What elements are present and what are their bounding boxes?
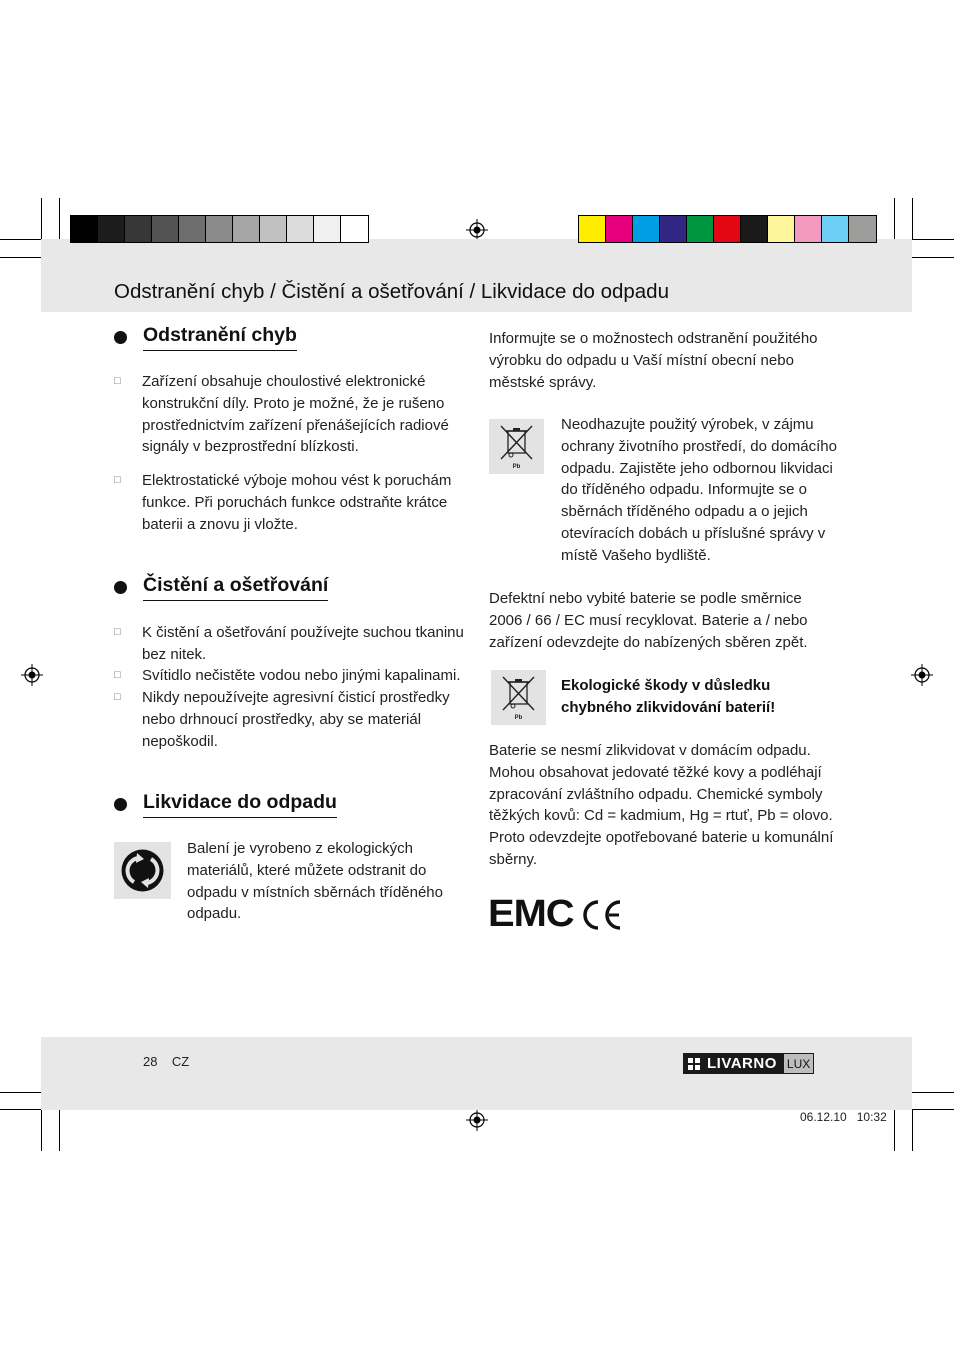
crop-mark bbox=[41, 198, 42, 240]
registration-mark-icon bbox=[21, 664, 43, 686]
gray-swatch bbox=[260, 216, 287, 242]
color-swatch bbox=[822, 216, 849, 242]
crop-mark bbox=[0, 239, 42, 240]
paragraph: Neodhazujte použitý výrobek, v zájmu ochrany životního prostředí, do domácího odpadu. Zajistěte jeho odbornou likvidaci do tříděného odpadu. Informujte se o sběrnách tříděného odpadu a o jejich otevíracích dobách u příslušné správy v místě Vašeho bydliště. bbox=[561, 416, 837, 564]
crop-mark bbox=[912, 1109, 913, 1151]
page-number-value: 28 bbox=[143, 1054, 158, 1069]
weee-bin-box bbox=[489, 419, 544, 474]
registration-mark-icon bbox=[466, 1109, 488, 1131]
crop-mark bbox=[912, 239, 954, 240]
brand-logo bbox=[683, 1053, 814, 1074]
registration-mark-icon bbox=[911, 664, 933, 686]
emc-ce-marks bbox=[488, 893, 625, 936]
color-swatch bbox=[633, 216, 660, 242]
grayscale-bar bbox=[70, 215, 369, 243]
registration-mark-icon bbox=[466, 219, 488, 241]
crop-mark bbox=[912, 257, 954, 258]
crop-mark bbox=[59, 198, 60, 240]
bullet-dot bbox=[114, 331, 127, 344]
gray-swatch bbox=[71, 216, 98, 242]
list-item: Zařízení obsahuje choulostivé elektronické konstrukční díly. Proto je možné, že je rušeno prostřednictvím zařízení přenášejících radiové signály v bezprostřední blízkosti. bbox=[142, 373, 449, 456]
warning-text: Ekologické škody v důsledku chybného zlikvidování baterií! bbox=[561, 677, 776, 716]
checkbox-bullet: □ bbox=[114, 375, 121, 387]
gray-swatch bbox=[152, 216, 179, 242]
color-swatch bbox=[687, 216, 714, 242]
pb-label: Pb bbox=[512, 464, 521, 470]
brand-name bbox=[683, 1053, 783, 1074]
brand-suffix: LUX bbox=[783, 1053, 814, 1074]
list-item: Nikdy nepoužívejte agresivní čisticí prostředky nebo drhnoucí prostředky, aby se materiál nepoškodil. bbox=[142, 689, 450, 750]
paragraph: Balení je vyrobeno z ekologických materiálů, které můžete odstranit do odpadu v místních sběrnách tříděného odpadu. bbox=[187, 840, 443, 923]
emc-mark: EMC bbox=[488, 893, 574, 935]
gray-swatch bbox=[233, 216, 260, 242]
bullet-dot bbox=[114, 798, 127, 811]
list-item: K čistění a ošetřování používejte suchou tkaninu bez nitek. bbox=[142, 624, 464, 663]
print-timestamp bbox=[800, 1110, 887, 1124]
weee-bin-icon bbox=[489, 419, 544, 474]
crop-mark bbox=[0, 1109, 42, 1110]
crop-mark bbox=[0, 1092, 42, 1093]
crop-mark bbox=[41, 1109, 42, 1151]
color-swatch bbox=[714, 216, 741, 242]
section-title: Odstranění chyb bbox=[143, 324, 297, 351]
crop-mark bbox=[894, 198, 895, 240]
paragraph: Baterie se nesmí zlikvidovat v domácím odpadu. Mohou obsahovat jedovaté těžké kovy a podléhají zpracování zvláštního odpadu. Chemické symboly těžkých kovů: Cd = kadmium, Hg = rtuť, Pb = olovo. Proto odevzdejte opotřebované baterie u komunální sběrny. bbox=[489, 742, 834, 868]
color-swatch bbox=[795, 216, 822, 242]
section-title: Likvidace do odpadu bbox=[143, 791, 337, 818]
print-time: 10:32 bbox=[856, 1110, 887, 1124]
bullet-dot bbox=[114, 581, 127, 594]
pb-label: Pb bbox=[514, 715, 523, 721]
print-date: 06.12.10 bbox=[800, 1110, 847, 1124]
weee-bin-icon bbox=[491, 670, 546, 725]
gray-swatch bbox=[206, 216, 233, 242]
checkbox-bullet: □ bbox=[114, 474, 121, 486]
gray-swatch bbox=[341, 216, 368, 242]
paragraph: Defektní nebo vybité baterie se podle směrnice 2006 / 66 / EC musí recyklovat. Baterie a / nebo zařízení odevzdejte do nabízených sběren zpět. bbox=[489, 590, 808, 651]
color-swatch bbox=[579, 216, 606, 242]
crop-mark bbox=[59, 1109, 60, 1151]
page-number bbox=[143, 1054, 189, 1069]
crop-mark bbox=[894, 1109, 895, 1151]
list-item: Svítidlo nečistěte vodou nebo jinými kapalinami. bbox=[142, 667, 461, 684]
green-dot-box bbox=[114, 842, 171, 899]
section-title: Čistění a ošetřování bbox=[143, 574, 328, 601]
paragraph: Informujte se o možnostech odstranění použitého výrobku do odpadu u Vaší místní obecní nebo městské správy. bbox=[489, 330, 818, 391]
ce-mark-icon bbox=[579, 898, 625, 932]
gray-swatch bbox=[125, 216, 152, 242]
brand-mark-icon bbox=[688, 1058, 700, 1070]
checkbox-bullet: □ bbox=[114, 691, 121, 703]
weee-bin-box bbox=[491, 670, 546, 725]
crop-mark bbox=[912, 1092, 954, 1093]
checkbox-bullet: □ bbox=[114, 626, 121, 638]
gray-swatch bbox=[314, 216, 341, 242]
color-swatch bbox=[768, 216, 795, 242]
crop-mark bbox=[912, 198, 913, 240]
crop-mark bbox=[912, 1109, 954, 1110]
brand-text: LIVARNO bbox=[707, 1055, 777, 1072]
gray-swatch bbox=[287, 216, 314, 242]
color-swatch bbox=[606, 216, 633, 242]
color-swatch bbox=[741, 216, 768, 242]
section-heading-troubleshooting bbox=[114, 324, 297, 351]
green-dot-icon bbox=[114, 842, 171, 899]
page-title: Odstranění chyb / Čistění a ošetřování / Likvidace do odpadu bbox=[114, 280, 669, 303]
gray-swatch bbox=[179, 216, 206, 242]
color-swatch bbox=[849, 216, 876, 242]
color-bar bbox=[578, 215, 877, 243]
language-code: CZ bbox=[171, 1054, 190, 1069]
crop-mark bbox=[0, 257, 42, 258]
gray-swatch bbox=[98, 216, 125, 242]
section-heading-disposal bbox=[114, 791, 337, 818]
color-swatch bbox=[660, 216, 687, 242]
list-item: Elektrostatické výboje mohou vést k poruchám funkce. Při poruchách funkce odstraňte krátce baterii a znovu ji vložte. bbox=[142, 472, 452, 533]
checkbox-bullet: □ bbox=[114, 669, 121, 681]
section-heading-cleaning bbox=[114, 574, 328, 601]
